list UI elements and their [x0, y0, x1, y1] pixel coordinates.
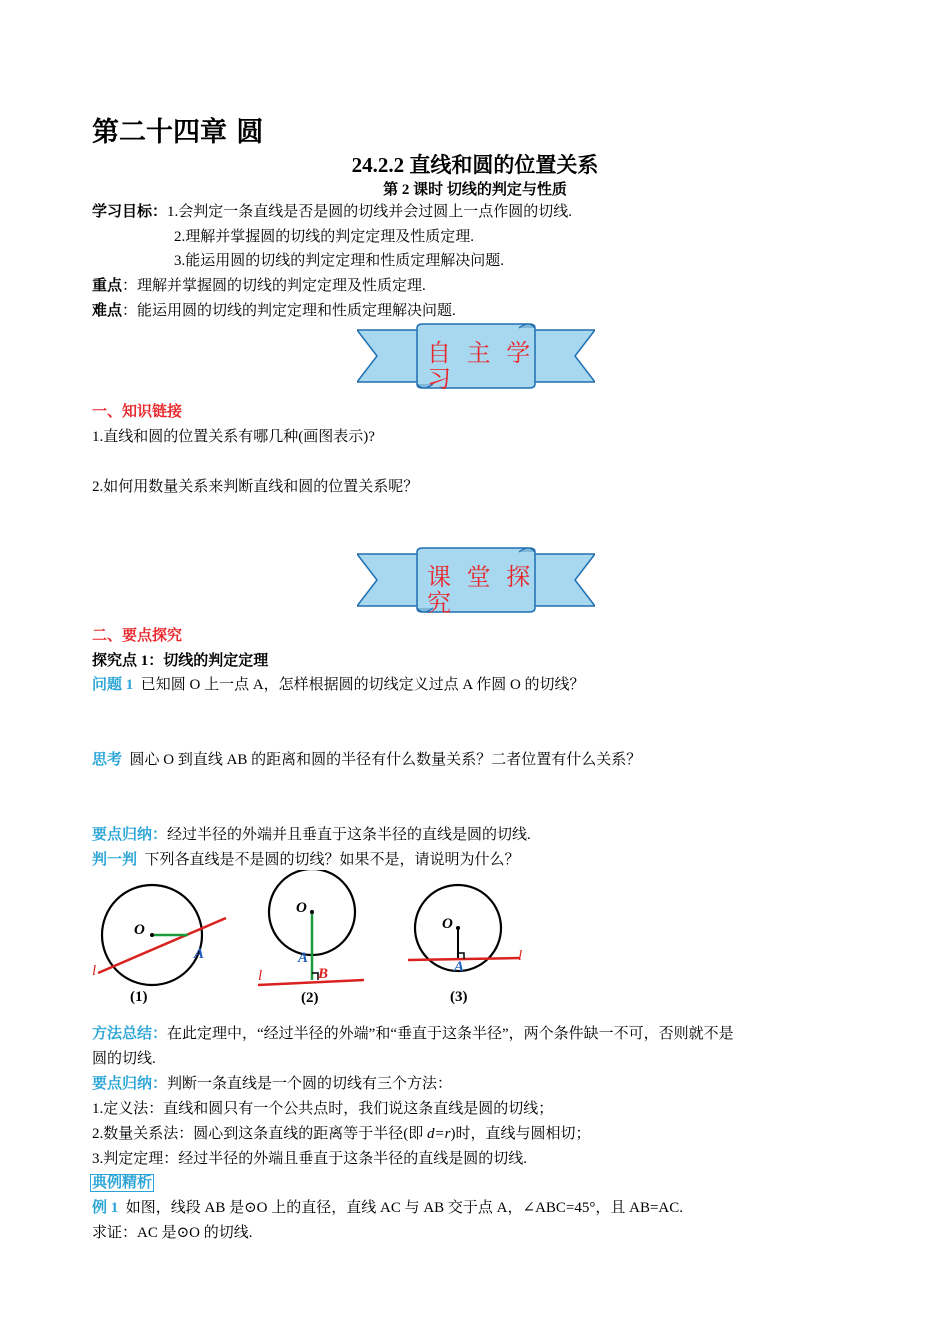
key-point-label: 重点 [92, 278, 123, 294]
section-title: 24.2.2 直线和圆的位置关系 [351, 153, 599, 177]
banner-class-explore-label: 课 堂 探 究 [427, 563, 535, 617]
figure-2 [258, 870, 364, 1006]
figure-3 [408, 885, 522, 1005]
problem-1-text: 已知圆 O 上一点 A，怎样根据圆的切线定义过点 A 作圆 O 的切线？ [140, 677, 585, 693]
summary-2 [92, 1074, 452, 1094]
key-point-text: ：理解并掌握圆的切线的判定定理及性质定理. [122, 278, 426, 294]
summary-1 [92, 825, 531, 845]
banner-self-study-label: 自 主 学 习 [427, 339, 535, 393]
judge-question [92, 850, 520, 870]
figure-1 [92, 885, 226, 1005]
fig3-caption: (3) [450, 989, 468, 1005]
fig2-point-b-label: B [318, 966, 329, 982]
example-1-label: 例 1 [92, 1200, 119, 1216]
difficulty-text: ：能运用圆的切线的判定定理和性质定理解决问题. [122, 303, 456, 319]
section1-question-1: 1.直线和圆的位置关系有哪几种(画图表示)? [92, 429, 375, 445]
key-point [92, 276, 426, 296]
method-quantity-formula: d=r [427, 1126, 451, 1142]
section1-heading: 一、知识链接 [92, 404, 183, 420]
method-text-1: 在此定理中，“经过半径的外端”和“垂直于这条半径”，两个条件缺一不可，否则就不是 [167, 1026, 734, 1042]
judge-text: 下列各直线是不是圆的切线？如果不是，请说明为什么？ [144, 852, 520, 868]
example-1-text: 如图，线段 AB 是⊙O 上的直径，直线 AC 与 AB 交于点 A，∠ABC=45°，且 AB=AC. [125, 1200, 684, 1216]
method-quantity [92, 1124, 590, 1144]
summary-2-label: 要点归纳： [92, 1076, 168, 1092]
think-text: 圆心 O 到直线 AB 的距离和圆的半径有什么数量关系？二者位置有什么关系？ [129, 752, 642, 768]
think-question [92, 750, 641, 770]
fig3-point-label: A [454, 959, 465, 975]
problem-1-label: 问题 1 [92, 677, 134, 693]
banner-class-explore [357, 546, 595, 618]
method-text-2: 圆的切线. [92, 1051, 156, 1067]
judge-label: 判一判 [92, 852, 138, 868]
method-summary [92, 1024, 734, 1044]
banner-self-study [357, 322, 595, 394]
problem-1 [92, 675, 585, 695]
think-label: 思考 [92, 752, 123, 768]
objectives-row-1 [92, 202, 572, 222]
difficulty [92, 301, 456, 321]
objectives-label: 学习目标： [92, 204, 168, 220]
method-theorem: 3.判定定理：经过半径的外端且垂直于这条半径的直线是圆的切线. [92, 1151, 528, 1167]
objective-1: 1.会判定一条直线是否是圆的切线并会过圆上一点作圆的切线. [167, 204, 573, 220]
fig2-caption: (2) [301, 990, 319, 1006]
objective-2: 2.理解并掌握圆的切线的判定定理及性质定理. [174, 229, 475, 245]
chapter-title: 第二十四章 圆 [92, 117, 264, 148]
example-1 [92, 1198, 683, 1218]
section1-question-2: 2.如何用数量关系来判断直线和圆的位置关系呢？ [92, 479, 419, 495]
lesson-title: 第 2 课时 切线的判定与性质 [383, 182, 567, 198]
method-quantity-a: 2.数量关系法：圆心到这条直线的距离等于半径(即 [92, 1126, 427, 1142]
method-label: 方法总结： [92, 1026, 168, 1042]
summary-1-label: 要点归纳： [92, 827, 168, 843]
example-prove: 求证：AC 是⊙O 的切线. [92, 1225, 253, 1241]
fig3-center-label: O [442, 916, 453, 932]
fig1-center-label: O [134, 922, 145, 938]
summary-2-text: 判断一条直线是一个圆的切线有三个方法： [167, 1076, 453, 1092]
example-box [90, 1173, 154, 1193]
exploration-point-1: 探究点 1：切线的判定定理 [92, 653, 269, 669]
tangent-figures [88, 870, 538, 1010]
method-quantity-c: )时，直线与圆相切； [450, 1126, 591, 1142]
difficulty-label: 难点 [92, 303, 123, 319]
fig2-center-label: O [296, 900, 307, 916]
fig1-point-label: A [194, 946, 205, 962]
summary-1-text: 经过半径的外端并且垂直于这条半径的直线是圆的切线. [167, 827, 531, 843]
fig2-line-label: l [258, 968, 263, 984]
example-box-label: 典例精析 [92, 1175, 153, 1191]
fig1-caption: (1) [130, 989, 148, 1005]
objective-3: 3.能运用圆的切线的判定定理和性质定理解决问题. [174, 253, 505, 269]
method-definition: 1.定义法：直线和圆只有一个公共点时，我们说这条直线是圆的切线； [92, 1101, 554, 1117]
fig1-line-label: l [92, 963, 97, 979]
fig2-point-a-label: A [298, 950, 309, 966]
section2-heading: 二、要点探究 [92, 628, 183, 644]
fig3-line-label: l [518, 948, 523, 964]
